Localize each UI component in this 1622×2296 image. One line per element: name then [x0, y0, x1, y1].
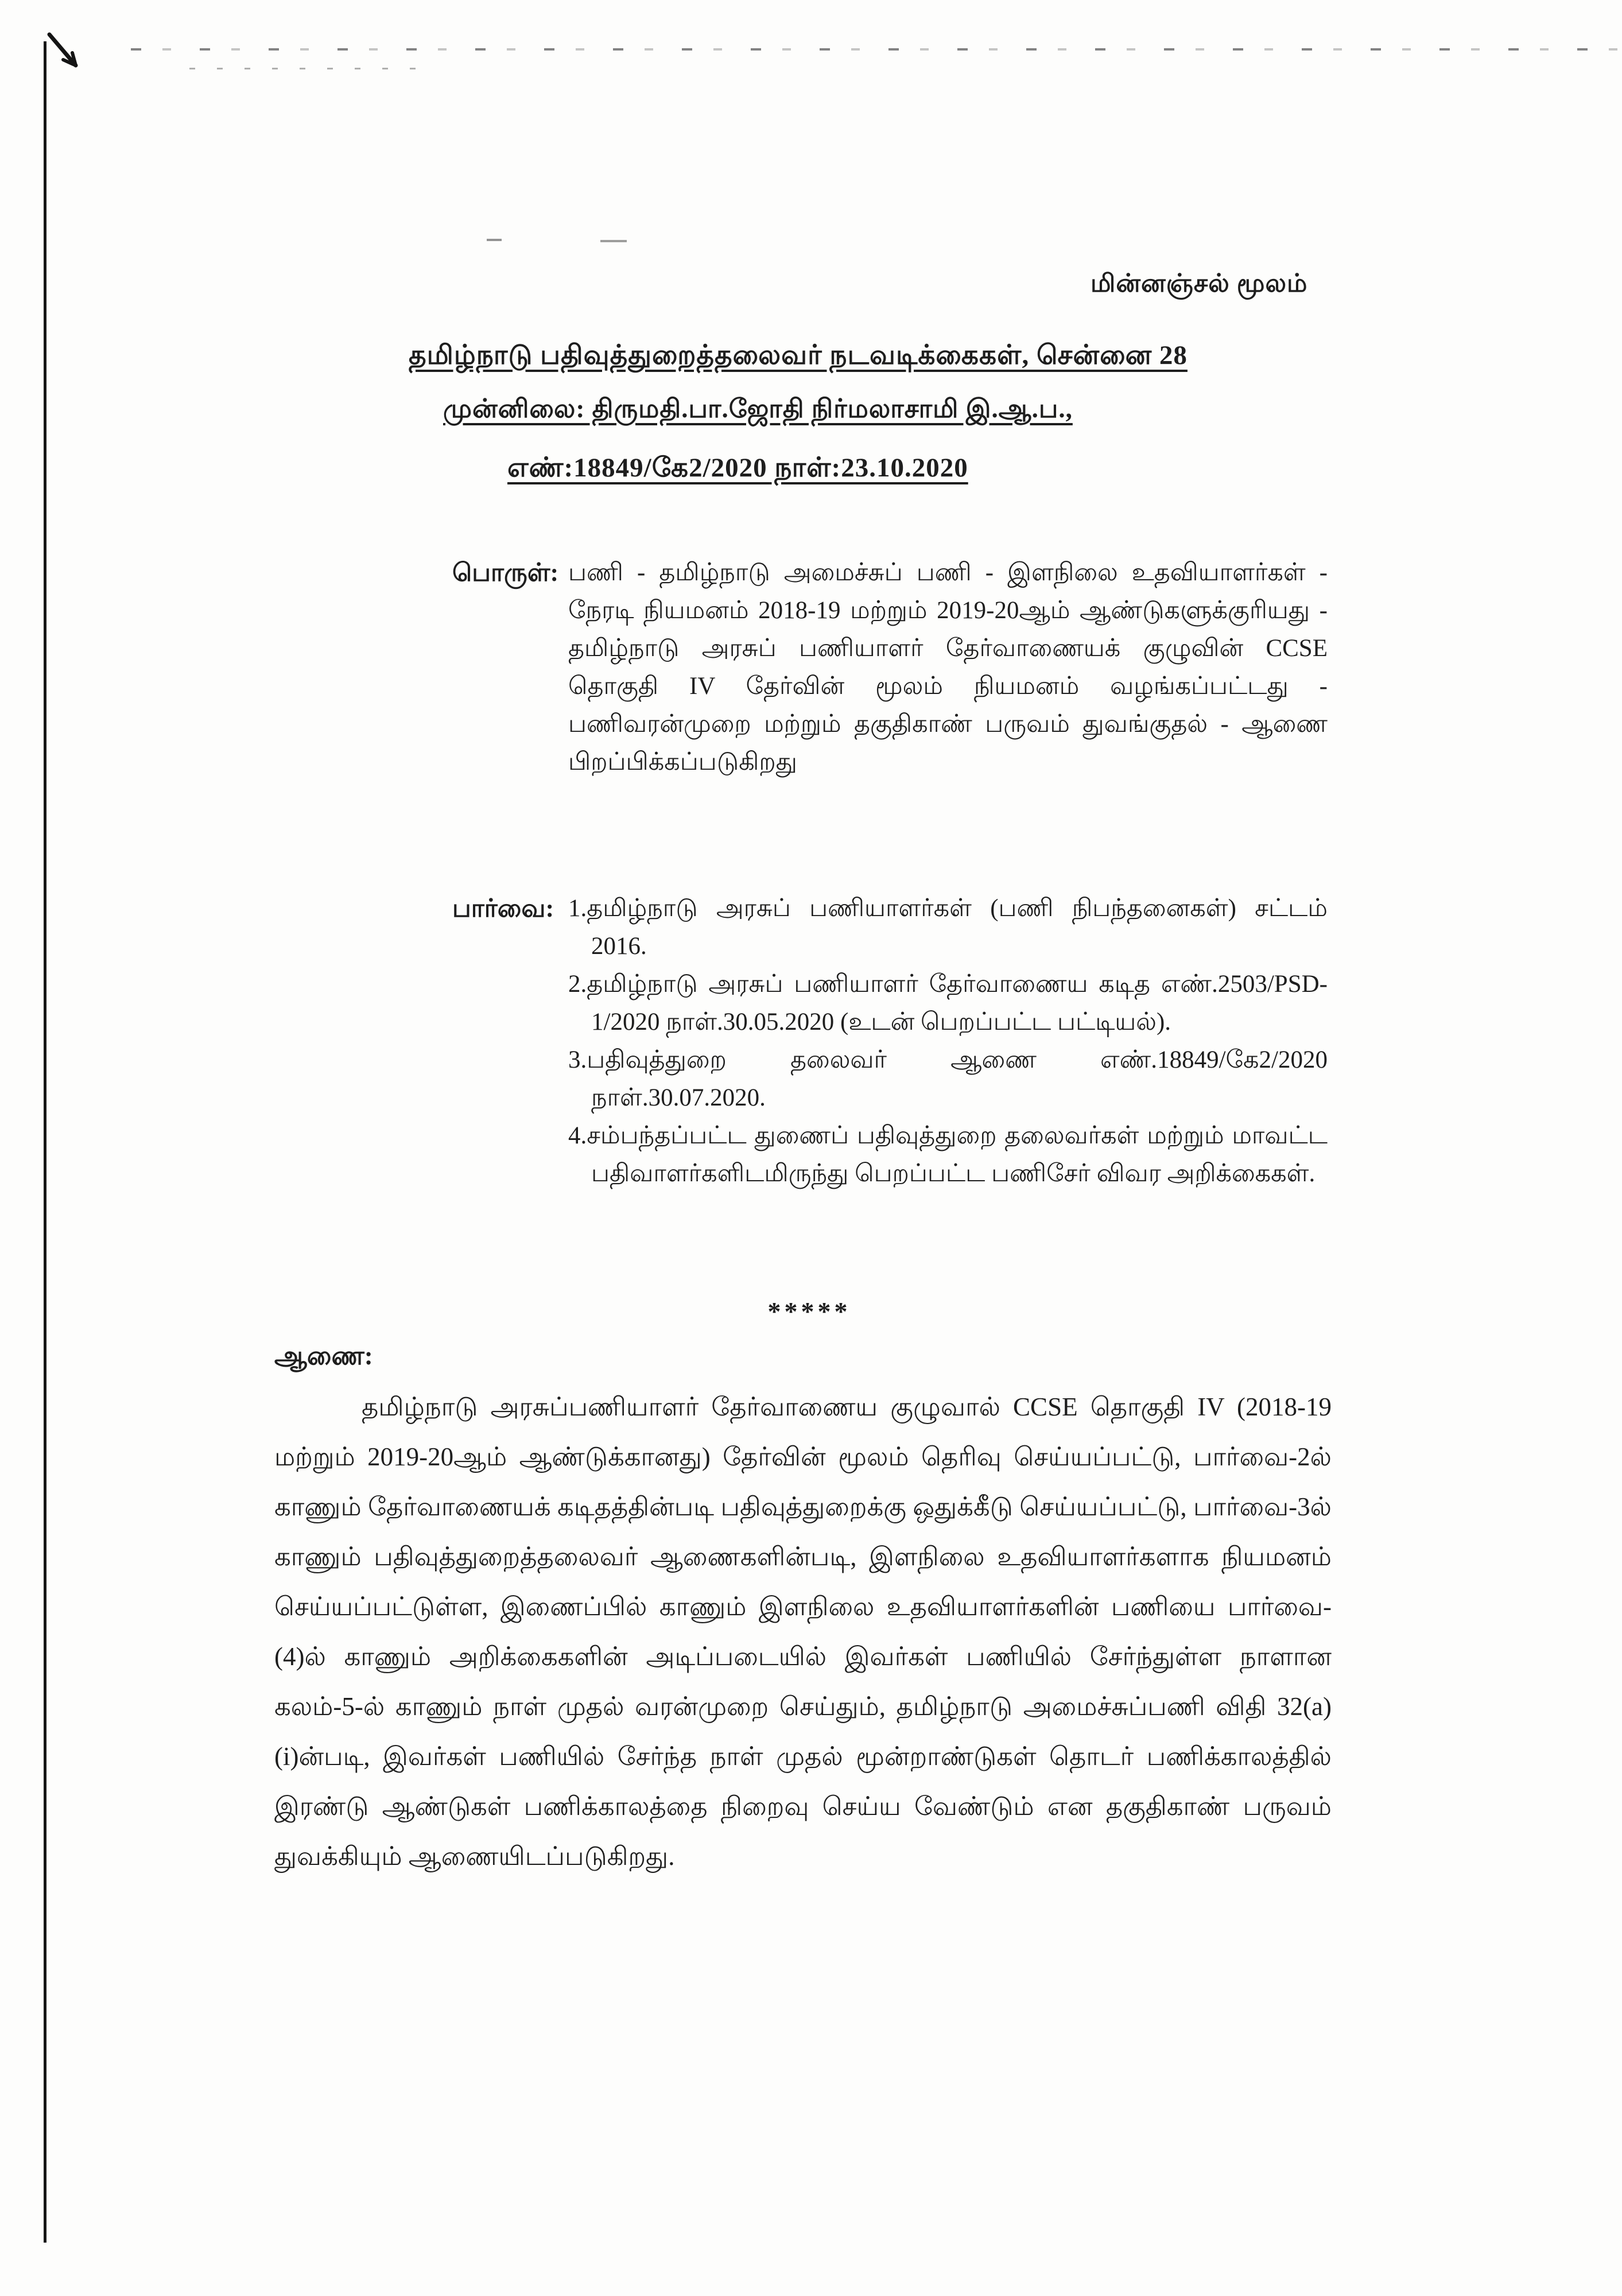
subject-label: பொருள்: [452, 559, 559, 587]
department-header: தமிழ்நாடு பதிவுத்துறைத்தலைவர் நடவடிக்கைகள், சென்னை 28 [409, 340, 1188, 370]
pen-mark-strokes [46, 30, 98, 82]
scan-dashed-line [131, 48, 1619, 51]
order-number-date: எண்:18849/கே2/2020 நாள்:23.10.2020 [507, 453, 968, 483]
reference-label: பார்வை: [452, 894, 554, 922]
subject-text: பணி - தமிழ்நாடு அமைச்சுப் பணி - இளநிலை உதவியாளர்கள் - நேரடி நியமனம் 2018-19 மற்றும் 2019-20ஆம் ஆண்டுகளுக்குரியது - தமிழ்நாடு அரசுப் பணியாளர் தேர்வாணையக் குழுவின் CCSE தொகுதி IV தேர்வின் மூலம் நியமனம் வழங்கப்பட்டது - பணிவரன்முறை மற்றும் தகுதிகாண் பருவம் துவங்குதல் - ஆணை பிறப்பிக்கப்படுகிறது [568, 559, 1328, 775]
order-paragraph: தமிழ்நாடு அரசுப்பணியாளர் தேர்வாணைய குழுவால் CCSE தொகுதி IV (2018-19 மற்றும் 2019-20ஆம் ஆண்டுக்கானது) தேர்வின் மூலம் தெரிவு செய்யப்பட்டு, பார்வை-2ல் காணும் தேர்வாணையக் கடிதத்தின்படி பதிவுத்துறைக்கு ஒதுக்கீடு செய்யப்பட்டு, பார்வை-3ல் காணும் பதிவுத்துறைத்தலைவர் ஆணைகளின்படி, இளநிலை உதவியாளர்களாக நியமனம் செய்யப்பட்டுள்ள, இணைப்பில் காணும் இளநிலை உதவியாளர்களின் பணியை பார்வை-(4)ல் காணும் அறிக்கைகளின் அடிப்படையில் இவர்கள் பணியில் சேர்ந்துள்ள நாளான கலம்-5-ல் காணும் நாள் முதல் வரன்முறை செய்தும், தமிழ்நாடு அமைச்சுப்பணி விதி 32(a)(i)ன்படி, இவர்கள் பணியில் சேர்ந்த நாள் முதல் மூன்றாண்டுகள் தொடர் பணிக்காலத்தில் இரண்டு ஆண்டுகள் பணிக்காலத்தை நிறைவு செய்ய வேண்டும் என தகுதிகாண் பருவம் துவக்கியும் ஆணையிடப்படுகிறது. [274, 1393, 1332, 1871]
reference-list [568, 890, 1328, 1193]
reference-item: 1.தமிழ்நாடு அரசுப் பணியாளர்கள் (பணி நிபந்தனைகள்) சட்டம் 2016. [568, 895, 1328, 960]
reference-section [452, 890, 1328, 1193]
reference-item: 4.சம்பந்தப்பட்ட துணைப் பதிவுத்துறை தலைவர்கள் மற்றும் மாவட்ட பதிவாளர்களிடமிருந்து பெறப்பட்ட பணிசேர் விவர அறிக்கைகள். [568, 1122, 1328, 1187]
email-mode-note: மின்னஞ்சல் மூலம் [1091, 269, 1308, 297]
reference-item: 3.பதிவுத்துறை தலைவர் ஆணை எண்.18849/கே2/2020 நாள்.30.07.2020. [568, 1046, 1328, 1111]
asterisk-separator: ***** [767, 1297, 851, 1326]
presiding-officer-line: முன்னிலை: திருமதி.பா.ஜோதி நிர்மலாசாமி இ.ஆ.ப., [443, 394, 1073, 423]
scan-speck [600, 240, 627, 242]
scan-speck [487, 239, 502, 241]
reference-item: 2.தமிழ்நாடு அரசுப் பணியாளர் தேர்வாணைய கடித எண்.2503/PSD-1/2020 நாள்.30.05.2020 (உடன் பெறப்பட்ட பட்டியல்). [568, 971, 1328, 1035]
scan-edge-line [44, 41, 46, 2243]
subject-section [452, 554, 1328, 781]
order-label: ஆணை: [274, 1341, 373, 1370]
scan-dashed-line-2 [189, 68, 430, 69]
pen-mark-icon [46, 30, 98, 82]
